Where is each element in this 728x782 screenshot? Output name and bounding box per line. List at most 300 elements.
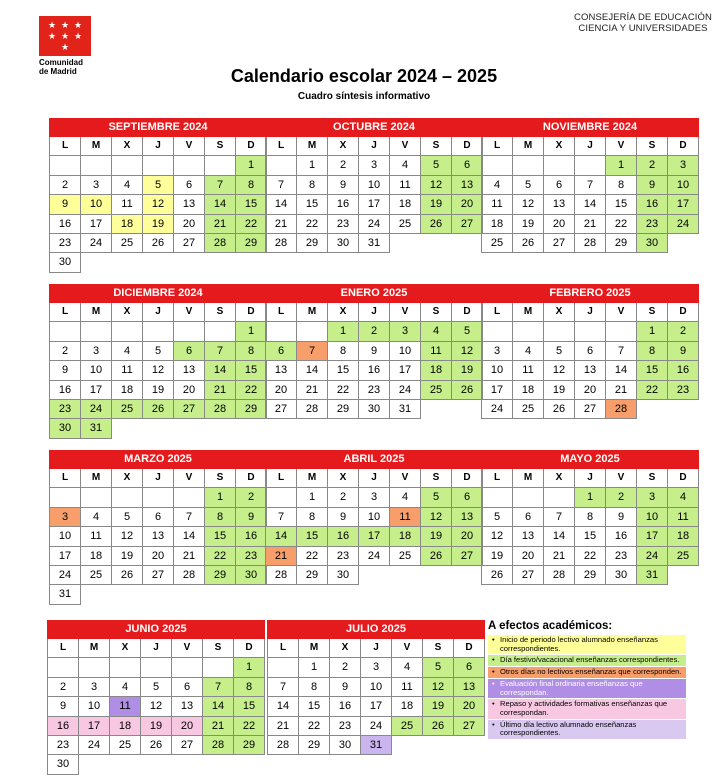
day-cell: 27 — [174, 234, 205, 253]
day-cell: 14 — [266, 195, 297, 214]
day-cell: 3 — [359, 488, 390, 507]
day-cell: 4 — [392, 658, 423, 677]
empty-day-cell — [50, 322, 81, 341]
day-cell: 11 — [390, 508, 421, 527]
day-cell: 20 — [172, 717, 203, 736]
empty-day-cell — [266, 488, 297, 507]
day-cell: 9 — [236, 508, 267, 527]
weekday-label: V — [606, 303, 637, 322]
day-cell: 20 — [143, 547, 174, 566]
weekday-label: V — [606, 469, 637, 488]
day-cell: 3 — [81, 342, 112, 361]
weekday-label: D — [452, 303, 483, 322]
day-cell: 14 — [544, 527, 575, 546]
day-cell: 19 — [143, 215, 174, 234]
day-cell: 24 — [637, 547, 668, 566]
day-cell: 29 — [236, 234, 267, 253]
day-cell: 15 — [236, 361, 267, 380]
day-cell: 25 — [482, 234, 513, 253]
day-cell: 9 — [50, 195, 81, 214]
day-cell: 7 — [575, 176, 606, 195]
day-cell: 14 — [297, 361, 328, 380]
day-cell: 3 — [668, 156, 699, 175]
day-cell: 19 — [423, 697, 454, 716]
day-cell: 29 — [328, 400, 359, 419]
day-cell: 21 — [174, 547, 205, 566]
day-cell: 26 — [421, 215, 452, 234]
weekday-label: X — [112, 137, 143, 156]
weekday-label: J — [575, 469, 606, 488]
day-cell: 31 — [50, 585, 81, 604]
day-cell: 12 — [143, 361, 174, 380]
day-cell: 12 — [423, 678, 454, 697]
day-cell: 21 — [266, 547, 297, 566]
day-cell: 31 — [359, 234, 390, 253]
day-cell: 5 — [423, 658, 454, 677]
day-cell: 19 — [421, 195, 452, 214]
day-cell: 11 — [112, 361, 143, 380]
weekday-label: D — [236, 303, 267, 322]
month-calendar — [481, 450, 699, 585]
empty-day-cell — [50, 488, 81, 507]
day-cell: 28 — [268, 736, 299, 755]
weekday-label: L — [48, 639, 79, 658]
empty-day-cell — [110, 658, 141, 677]
day-cell: 22 — [297, 215, 328, 234]
empty-day-cell — [575, 322, 606, 341]
day-cell: 10 — [79, 697, 110, 716]
day-cell: 10 — [359, 508, 390, 527]
month-header: OCTUBRE 2024 — [265, 118, 483, 137]
weekday-label: L — [268, 639, 299, 658]
weekday-label: S — [205, 303, 236, 322]
month-header: JULIO 2025 — [267, 620, 485, 639]
weekday-label: M — [299, 639, 330, 658]
weekday-label: M — [297, 137, 328, 156]
day-cell: 7 — [174, 508, 205, 527]
day-cell: 1 — [328, 322, 359, 341]
day-cell: 23 — [359, 381, 390, 400]
weekday-label: M — [79, 639, 110, 658]
day-cell: 2 — [236, 488, 267, 507]
day-cell: 2 — [668, 322, 699, 341]
day-cell: 20 — [452, 527, 483, 546]
empty-day-cell — [544, 156, 575, 175]
empty-day-cell — [143, 322, 174, 341]
day-cell: 5 — [421, 156, 452, 175]
weekday-label: V — [392, 639, 423, 658]
page-title: Calendario escolar 2024 – 2025 — [230, 66, 498, 86]
empty-day-cell — [143, 488, 174, 507]
month-calendar — [265, 284, 483, 419]
day-cell: 11 — [112, 195, 143, 214]
month-header: JUNIO 2025 — [47, 620, 265, 639]
day-cell: 28 — [606, 400, 637, 419]
weekday-label: D — [452, 469, 483, 488]
day-cell: 27 — [172, 736, 203, 755]
day-cell: 28 — [544, 566, 575, 585]
day-cell: 17 — [668, 195, 699, 214]
day-cell: 4 — [390, 156, 421, 175]
weekday-label: S — [421, 303, 452, 322]
day-cell: 16 — [606, 527, 637, 546]
day-cell: 1 — [234, 658, 265, 677]
stars-emblem-icon: ★ ★ ★ ★ ★ ★ ★ — [39, 16, 91, 56]
day-cell: 17 — [79, 717, 110, 736]
day-cell: 27 — [454, 717, 485, 736]
day-cell: 29 — [205, 566, 236, 585]
day-cell: 27 — [544, 234, 575, 253]
month-grid — [481, 469, 699, 585]
weekday-label: M — [297, 469, 328, 488]
empty-day-cell — [79, 658, 110, 677]
day-cell: 26 — [452, 381, 483, 400]
weekday-label: M — [513, 469, 544, 488]
day-cell: 17 — [390, 361, 421, 380]
weekday-label: X — [328, 137, 359, 156]
day-cell: 6 — [575, 342, 606, 361]
day-cell: 24 — [79, 736, 110, 755]
day-cell: 13 — [143, 527, 174, 546]
day-cell: 10 — [359, 176, 390, 195]
legend-title: A efectos académicos: — [488, 620, 613, 632]
day-cell: 4 — [513, 342, 544, 361]
weekday-label: L — [266, 137, 297, 156]
day-cell: 24 — [482, 400, 513, 419]
day-cell: 11 — [482, 195, 513, 214]
day-cell: 7 — [268, 678, 299, 697]
day-cell: 3 — [361, 658, 392, 677]
empty-day-cell — [112, 156, 143, 175]
day-cell: 26 — [513, 234, 544, 253]
day-cell: 14 — [606, 361, 637, 380]
day-cell: 30 — [50, 253, 81, 272]
day-cell: 3 — [637, 488, 668, 507]
legend-item: • Evaluación final ordinaria enseñanzas que correspondan. — [488, 679, 686, 699]
empty-day-cell — [203, 658, 234, 677]
day-cell: 14 — [266, 527, 297, 546]
day-cell: 20 — [174, 381, 205, 400]
day-cell: 22 — [236, 215, 267, 234]
month-grid — [267, 639, 485, 755]
weekday-label: X — [544, 303, 575, 322]
day-cell: 29 — [297, 234, 328, 253]
day-cell: 28 — [297, 400, 328, 419]
day-cell: 17 — [361, 697, 392, 716]
weekday-label: M — [513, 303, 544, 322]
day-cell: 11 — [390, 176, 421, 195]
day-cell: 20 — [452, 195, 483, 214]
day-cell: 28 — [205, 234, 236, 253]
day-cell: 20 — [575, 381, 606, 400]
day-cell: 22 — [637, 381, 668, 400]
empty-day-cell — [513, 488, 544, 507]
legend-item: • Día festivo/vacacional enseñanzas correspondientes. — [488, 655, 686, 667]
empty-day-cell — [205, 156, 236, 175]
page-subtitle: Cuadro síntesis informativo — [297, 91, 431, 102]
day-cell: 24 — [359, 215, 390, 234]
day-cell: 31 — [637, 566, 668, 585]
month-calendar — [481, 284, 699, 419]
day-cell: 7 — [205, 176, 236, 195]
day-cell: 21 — [205, 381, 236, 400]
day-cell: 4 — [110, 678, 141, 697]
day-cell: 8 — [205, 508, 236, 527]
day-cell: 19 — [482, 547, 513, 566]
day-cell: 22 — [236, 381, 267, 400]
empty-day-cell — [81, 156, 112, 175]
weekday-label: J — [143, 303, 174, 322]
weekday-label: V — [390, 469, 421, 488]
day-cell: 6 — [143, 508, 174, 527]
day-cell: 5 — [143, 176, 174, 195]
day-cell: 9 — [328, 176, 359, 195]
day-cell: 22 — [606, 215, 637, 234]
day-cell: 23 — [668, 381, 699, 400]
day-cell: 24 — [50, 566, 81, 585]
day-cell: 1 — [297, 156, 328, 175]
day-cell: 28 — [203, 736, 234, 755]
day-cell: 27 — [513, 566, 544, 585]
day-cell: 30 — [330, 736, 361, 755]
day-cell: 24 — [390, 381, 421, 400]
day-cell: 6 — [452, 488, 483, 507]
day-cell: 8 — [299, 678, 330, 697]
day-cell: 6 — [174, 176, 205, 195]
month-header: MARZO 2025 — [49, 450, 267, 469]
day-cell: 11 — [110, 697, 141, 716]
day-cell: 25 — [392, 717, 423, 736]
day-cell: 26 — [112, 566, 143, 585]
day-cell: 28 — [174, 566, 205, 585]
empty-day-cell — [268, 658, 299, 677]
day-cell: 26 — [423, 717, 454, 736]
day-cell: 17 — [637, 527, 668, 546]
day-cell: 8 — [328, 342, 359, 361]
empty-day-cell — [266, 322, 297, 341]
weekday-label: L — [50, 469, 81, 488]
day-cell: 28 — [266, 234, 297, 253]
day-cell: 14 — [205, 195, 236, 214]
day-cell: 4 — [112, 342, 143, 361]
day-cell: 23 — [328, 547, 359, 566]
day-cell: 4 — [668, 488, 699, 507]
day-cell: 12 — [112, 527, 143, 546]
day-cell: 26 — [143, 234, 174, 253]
empty-day-cell — [81, 488, 112, 507]
day-cell: 19 — [544, 381, 575, 400]
weekday-label: X — [328, 469, 359, 488]
day-cell: 3 — [81, 176, 112, 195]
day-cell: 18 — [390, 195, 421, 214]
day-cell: 27 — [143, 566, 174, 585]
day-cell: 3 — [390, 322, 421, 341]
day-cell: 7 — [203, 678, 234, 697]
day-cell: 9 — [330, 678, 361, 697]
day-cell: 16 — [328, 195, 359, 214]
day-cell: 13 — [513, 527, 544, 546]
day-cell: 21 — [268, 717, 299, 736]
day-cell: 29 — [234, 736, 265, 755]
day-cell: 30 — [50, 419, 81, 438]
day-cell: 23 — [50, 234, 81, 253]
day-cell: 14 — [205, 361, 236, 380]
day-cell: 23 — [606, 547, 637, 566]
day-cell: 18 — [482, 215, 513, 234]
weekday-label: D — [668, 303, 699, 322]
day-cell: 9 — [637, 176, 668, 195]
day-cell: 30 — [328, 566, 359, 585]
day-cell: 21 — [203, 717, 234, 736]
day-cell: 20 — [454, 697, 485, 716]
weekday-label: S — [421, 469, 452, 488]
day-cell: 1 — [606, 156, 637, 175]
empty-day-cell — [482, 322, 513, 341]
day-cell: 21 — [266, 215, 297, 234]
month-grid — [49, 469, 267, 605]
empty-day-cell — [48, 658, 79, 677]
day-cell: 25 — [110, 736, 141, 755]
day-cell: 13 — [452, 176, 483, 195]
day-cell: 11 — [513, 361, 544, 380]
day-cell: 8 — [575, 508, 606, 527]
month-calendar — [49, 450, 267, 605]
day-cell: 2 — [50, 176, 81, 195]
weekday-label: J — [359, 303, 390, 322]
weekday-label: D — [234, 639, 265, 658]
day-cell: 4 — [112, 176, 143, 195]
weekday-label: M — [297, 303, 328, 322]
day-cell: 27 — [575, 400, 606, 419]
day-cell: 15 — [299, 697, 330, 716]
day-cell: 1 — [299, 658, 330, 677]
day-cell: 11 — [392, 678, 423, 697]
day-cell: 25 — [668, 547, 699, 566]
day-cell: 27 — [452, 547, 483, 566]
day-cell: 24 — [81, 234, 112, 253]
weekday-label: M — [81, 469, 112, 488]
legend-item: • Otros días no lectivos enseñanzas que corresponden. — [488, 667, 686, 679]
day-cell: 5 — [513, 176, 544, 195]
empty-day-cell — [482, 488, 513, 507]
day-cell: 10 — [50, 527, 81, 546]
weekday-label: X — [112, 469, 143, 488]
month-grid — [49, 137, 267, 273]
weekday-label: L — [50, 303, 81, 322]
weekday-label: J — [359, 137, 390, 156]
day-cell: 18 — [668, 527, 699, 546]
day-cell: 19 — [141, 717, 172, 736]
month-header: NOVIEMBRE 2024 — [481, 118, 699, 137]
month-calendar — [47, 620, 265, 775]
day-cell: 23 — [50, 400, 81, 419]
day-cell: 18 — [110, 717, 141, 736]
day-cell: 27 — [174, 400, 205, 419]
day-cell: 1 — [575, 488, 606, 507]
month-grid — [481, 303, 699, 419]
weekday-label: D — [452, 137, 483, 156]
empty-day-cell — [174, 322, 205, 341]
empty-day-cell — [297, 322, 328, 341]
weekday-label: J — [143, 137, 174, 156]
weekday-label: X — [328, 303, 359, 322]
month-grid — [265, 303, 483, 419]
day-cell: 5 — [112, 508, 143, 527]
day-cell: 17 — [359, 527, 390, 546]
day-cell: 31 — [81, 419, 112, 438]
day-cell: 29 — [606, 234, 637, 253]
day-cell: 5 — [452, 322, 483, 341]
day-cell: 3 — [50, 508, 81, 527]
day-cell: 11 — [421, 342, 452, 361]
weekday-label: L — [266, 469, 297, 488]
day-cell: 1 — [205, 488, 236, 507]
day-cell: 15 — [297, 195, 328, 214]
day-cell: 16 — [637, 195, 668, 214]
day-cell: 17 — [359, 195, 390, 214]
day-cell: 10 — [482, 361, 513, 380]
day-cell: 8 — [297, 508, 328, 527]
day-cell: 31 — [361, 736, 392, 755]
empty-day-cell — [174, 488, 205, 507]
day-cell: 26 — [482, 566, 513, 585]
day-cell: 12 — [544, 361, 575, 380]
day-cell: 12 — [141, 697, 172, 716]
day-cell: 3 — [359, 156, 390, 175]
day-cell: 12 — [482, 527, 513, 546]
day-cell: 16 — [668, 361, 699, 380]
day-cell: 31 — [390, 400, 421, 419]
day-cell: 4 — [390, 488, 421, 507]
weekday-label: S — [637, 303, 668, 322]
legend — [488, 620, 686, 740]
weekday-label: S — [423, 639, 454, 658]
day-cell: 21 — [297, 381, 328, 400]
day-cell: 9 — [328, 508, 359, 527]
weekday-label: D — [668, 469, 699, 488]
day-cell: 25 — [390, 547, 421, 566]
day-cell: 1 — [297, 488, 328, 507]
day-cell: 16 — [236, 527, 267, 546]
day-cell: 16 — [50, 381, 81, 400]
weekday-label: V — [174, 137, 205, 156]
day-cell: 22 — [299, 717, 330, 736]
empty-day-cell — [205, 322, 236, 341]
day-cell: 11 — [81, 527, 112, 546]
month-grid — [265, 137, 483, 253]
day-cell: 8 — [236, 342, 267, 361]
day-cell: 18 — [421, 361, 452, 380]
day-cell: 9 — [606, 508, 637, 527]
day-cell: 10 — [668, 176, 699, 195]
day-cell: 6 — [174, 342, 205, 361]
empty-day-cell — [513, 322, 544, 341]
day-cell: 30 — [328, 234, 359, 253]
empty-day-cell — [112, 488, 143, 507]
day-cell: 15 — [205, 527, 236, 546]
weekday-label: X — [544, 137, 575, 156]
day-cell: 20 — [174, 215, 205, 234]
day-cell: 12 — [452, 342, 483, 361]
day-cell: 13 — [172, 697, 203, 716]
day-cell: 24 — [359, 547, 390, 566]
day-cell: 26 — [421, 547, 452, 566]
weekday-label: V — [390, 137, 421, 156]
day-cell: 25 — [112, 400, 143, 419]
month-calendar — [265, 118, 483, 253]
weekday-label: L — [482, 137, 513, 156]
day-cell: 21 — [606, 381, 637, 400]
